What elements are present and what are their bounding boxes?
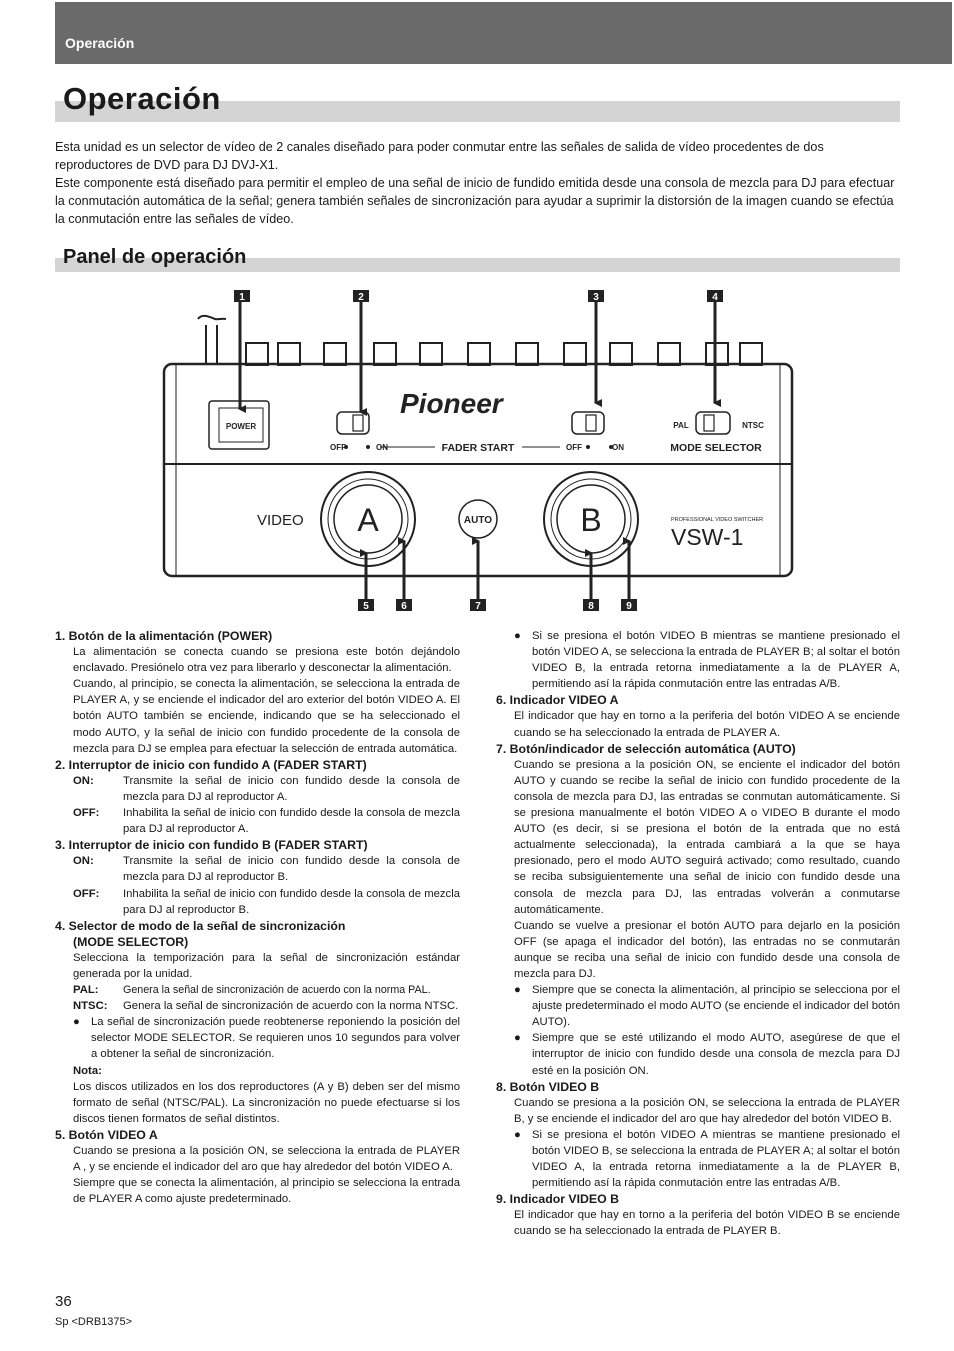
item-1-heading: 1. Botón de la alimentación (POWER) <box>55 629 273 643</box>
item-3-heading: 3. Interruptor de inicio con fundido B (FADER START) <box>55 838 368 853</box>
callout-1: 1 <box>239 292 245 303</box>
item-4-heading: 4. Selector de modo de la señal de sincronización <box>55 918 346 933</box>
note-text: Los discos utilizados en los dos reproductores (A y B) deben ser del mismo formato de señal (NTSC/PAL). La sincronización no puede efectuarse si los discos tienen formatos de señal distintos. <box>73 1080 460 1125</box>
item-6-heading: 6. Indicador VIDEO A <box>496 693 619 708</box>
item-6-text: El indicador que hay en torno a la periferia del botón VIDEO A se enciende cuando se ha seleccionado la entrada de PLAYER A. <box>514 710 900 739</box>
vsw-subtitle: PROFESSIONAL VIDEO SWITCHER <box>671 517 764 523</box>
item-8-heading: 8. Botón VIDEO B <box>496 1079 600 1094</box>
video-a-button: A <box>357 502 379 538</box>
right-column <box>496 628 900 1240</box>
section-title: Panel de operación <box>63 246 247 268</box>
intro-paragraph-1: Esta unidad es un selector de vídeo de 2 canales diseñado para poder conmutar entre las señales de salida de vídeo procedentes de dos reproductores de DVD para DJ DVJ-X1. <box>55 140 824 172</box>
callout-5: 5 <box>363 601 369 612</box>
power-label: POWER <box>225 422 257 431</box>
on-key: ON: <box>73 855 94 868</box>
on-text: Transmite la señal de inicio con fundido desde la consola de mezcla para DJ al reproductor A. <box>123 774 460 803</box>
header-section: Operación <box>65 35 135 51</box>
note-heading: Nota: <box>73 1064 102 1077</box>
item-3-on <box>55 853 460 885</box>
callout-4: 4 <box>712 292 718 303</box>
on-label-b: ON <box>612 443 624 452</box>
item-3-off <box>55 886 460 918</box>
item-9-heading: 9. Indicador VIDEO B <box>496 1192 619 1207</box>
pal-key: PAL: <box>73 984 99 997</box>
callout-7: 7 <box>475 601 481 612</box>
header-bar <box>55 2 952 64</box>
pal-text: Genera la señal de sincronización de acuerdo con la norma PAL. <box>123 984 431 997</box>
left-column <box>55 628 460 1207</box>
model-label: VSW-1 <box>671 524 744 550</box>
bullet-icon: ● <box>514 984 521 997</box>
pioneer-logo: Pioneer <box>400 388 503 419</box>
on-label-a: ON <box>376 443 388 452</box>
document-code: Sp <DRB1375> <box>55 1316 133 1328</box>
intro <box>55 138 900 228</box>
ntsc-label: NTSC <box>742 421 764 430</box>
bullet-text: Siempre que se esté utilizando el modo AUTO, asegúrese de que el interruptor de inicio con fundido desde una consola de mezcla para DJ esté en la posición ON. <box>532 1032 900 1077</box>
bullet-text: Siempre que se conecta la alimentación, al principio se selecciona por el ajuste predeterminado el modo AUTO (se enciende el indicador del botón AUTO). <box>532 984 900 1029</box>
item-4-pal <box>55 982 460 998</box>
callout-2: 2 <box>358 292 364 303</box>
item-8-bullet <box>496 1127 900 1191</box>
fader-start-label: FADER START <box>441 442 515 454</box>
item-4-ntsc <box>55 998 460 1014</box>
item-5-bullet <box>496 628 900 692</box>
item-7-text-b: Cuando se vuelve a presionar el botón AUTO para dejarlo en la posición OFF (se apaga el indicador del botón), las entradas no se conmutarán aunque se reciba una señal de inicio con fundido desde una consola de mezcla para DJ. <box>514 919 900 980</box>
item-4-heading-b: (MODE SELECTOR) <box>73 934 189 949</box>
bullet-icon: ● <box>73 1016 80 1029</box>
video-b-button: B <box>580 502 602 538</box>
item-7-bullet-b <box>496 1030 900 1078</box>
auto-button: AUTO <box>463 515 493 526</box>
page-title: Operación <box>63 81 221 116</box>
pal-label: PAL <box>673 421 689 430</box>
off-text: Inhabilita la señal de inicio con fundido desde la consola de mezcla para DJ al reproductor A. <box>123 807 460 836</box>
page-number: 36 <box>55 1293 72 1310</box>
callout-3: 3 <box>593 292 599 303</box>
ntsc-key: NTSC: <box>73 1000 108 1013</box>
callout-9: 9 <box>626 601 632 612</box>
bullet-text: La señal de sincronización puede reobtenerse reponiendo la posición del selector MODE SELECTOR. Se requieren unos 10 segundos para volver a obtener la señal de sincronización. <box>91 1016 460 1061</box>
item-2-on <box>55 773 460 805</box>
item-1-text-a: La alimentación se conecta cuando se presiona este botón dejándolo enclavado. Presiónelo otra vez para liberarlo y desconectar la alimentación. <box>73 646 460 675</box>
callout-8: 8 <box>588 601 594 612</box>
intro-paragraph-2: Este componente está diseñado para permitir el empleo de una señal de inicio de fundido emitida desde una consola de mezcla para DJ para efectuar la conmutación automática de la señal; genera también señales de sincronización para ayudar a suprimir la distorsión de la imagen cuando se efectúa la conmutación entre las señales de vídeo. <box>55 176 895 226</box>
item-2-heading: 2. Interruptor de inicio con fundido A (FADER START) <box>55 757 367 772</box>
item-1-text-b: Cuando, al principio, se conecta la alimentación, se selecciona la entrada de PLAYER A, y se enciende el indicador del aro exterior del botón VIDEO A. El botón AUTO también se enciende, indicando que se ha seleccionado el modo AUTO, y la señal de inicio con fundido procedente de la consola de mezcla para DJ se emplea para efectuar la selección de entrada automática. <box>73 678 460 755</box>
on-text: Transmite la señal de inicio con fundido desde la consola de mezcla para DJ al reproductor B. <box>123 855 460 884</box>
item-7-heading: 7. Botón/indicador de selección automática (AUTO) <box>496 741 796 756</box>
off-key: OFF: <box>73 887 100 900</box>
ntsc-text: Genera la señal de sincronización de acuerdo con la norma NTSC. <box>123 1000 459 1013</box>
item-5-text-b: Siempre que se conecta la alimentación, al principio se selecciona la entrada de PLAYER A como ajuste predeterminado. <box>73 1177 460 1206</box>
panel-diagram <box>150 285 810 615</box>
callout-6: 6 <box>401 601 407 612</box>
bullet-text: Si se presiona el botón VIDEO A mientras se mantiene presionado el botón VIDEO B, se selecciona la entrada de PLAYER A; al soltar el botón VIDEO A, la entrada retorna inmediatamente a la de PLAYER B, permitiendo así la rápida conmutación entre las entradas A/B. <box>532 1128 900 1190</box>
item-5-heading: 5. Botón VIDEO A <box>55 1127 158 1142</box>
item-7-text-a: Cuando se presiona a la posición ON, se enciente el indicador del botón AUTO y cuando se recibe la señal de inicio con fundido procedente de la consola de mezcla para DJ, las entradas se conmutan automáticamente. Si se presiona manualmente el botón VIDEO A o VIDEO B durante el modo AUTO (es decir, si se presiona el botón de la entrada que no está actualmente seleccionada), la entrada cambiará a la que se haya presionado, pero el modo AUTO seguirá activado; como resultado, cuando se reciba subsiguientemente una señal de inicio con fundido desde una consola de mezcla para DJ, las entradas volverán a conmutarse automáticamente. <box>514 758 900 916</box>
item-2-off <box>55 805 460 837</box>
item-4-text: Selecciona la temporización para la señal de sincronización estándar generada por la unidad. <box>73 951 460 980</box>
bullet-text: Si se presiona el botón VIDEO B mientras se mantiene presionado el botón VIDEO A, se selecciona la entrada de PLAYER B; al soltar el botón VIDEO B, la entrada retorna inmediatamente a la de PLAYER A, permitiendo así la rápida conmutación entre las entradas A/B. <box>532 630 900 691</box>
item-9-text: El indicador que hay en torno a la periferia del botón VIDEO B se enciende cuando se ha seleccionado la entrada de PLAYER B. <box>514 1209 900 1238</box>
bullet-icon: ● <box>514 1128 521 1141</box>
item-7-bullet-a <box>496 982 900 1030</box>
off-label-a: OFF <box>330 443 346 452</box>
bullet-icon: ● <box>514 630 521 642</box>
mode-selector-label: MODE SELECTOR <box>670 442 762 454</box>
off-label-b: OFF <box>566 443 582 452</box>
off-key: OFF: <box>73 807 100 820</box>
item-5-text-a: Cuando se presiona a la posición ON, se selecciona la entrada de PLAYER A , y se enciende el indicador del aro que hay alrededor del botón VIDEO A. <box>73 1145 460 1174</box>
on-key: ON: <box>73 774 94 787</box>
item-4-bullet <box>55 1014 460 1062</box>
item-8-text: Cuando se presiona a la posición ON, se selecciona la entrada de PLAYER B, y se enciende el indicador del aro que hay alrededor del botón VIDEO B. <box>514 1096 900 1125</box>
video-label: VIDEO <box>257 512 304 529</box>
off-text: Inhabilita la señal de inicio con fundido desde la consola de mezcla para DJ al reproductor B. <box>123 887 460 916</box>
bullet-icon: ● <box>514 1032 521 1045</box>
